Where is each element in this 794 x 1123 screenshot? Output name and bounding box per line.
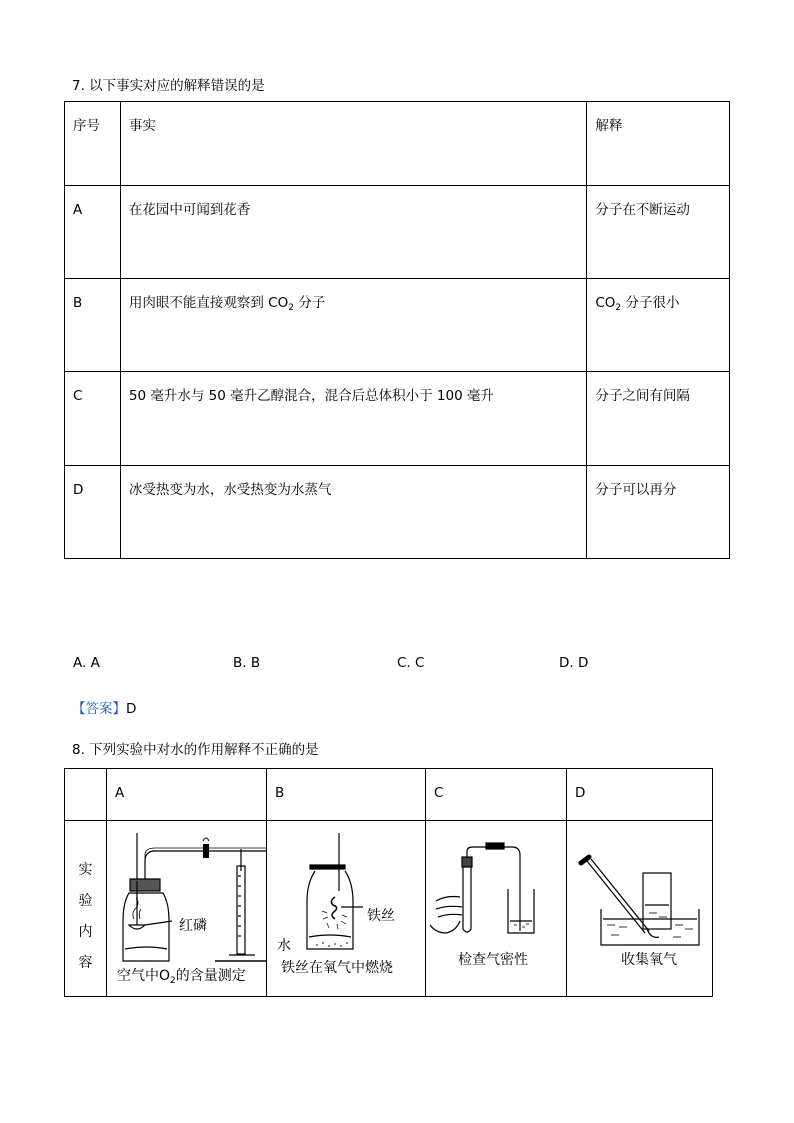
caption-b: 铁丝在氧气中燃烧: [281, 960, 393, 976]
q7-table: [64, 101, 730, 559]
q7-option-c[interactable]: C. C: [397, 655, 425, 671]
q7-row-no: D: [73, 482, 84, 498]
q8-question: 8. 下列实验中对水的作用解释不正确的是: [72, 742, 319, 758]
q7-row-no: C: [73, 388, 83, 404]
table-row: [65, 186, 730, 279]
q8-table: [64, 768, 713, 997]
q8-header-a: A: [115, 785, 125, 801]
q7-row-fact: 在花园中可闻到花香: [128, 202, 251, 218]
q7-option-a[interactable]: A. A: [73, 655, 100, 671]
table-row: [65, 466, 730, 559]
q7-question: 7. 以下事实对应的解释错误的是: [72, 78, 265, 94]
oxygen-collection-diagram: [567, 821, 712, 997]
q7-row-no: A: [73, 202, 83, 218]
q7-header-no: 序号: [73, 118, 100, 134]
answer-value: D: [126, 701, 137, 717]
q7-row-explain: $CO_2$ 分子很小: [595, 295, 680, 313]
caption-c: 检查气密性: [458, 952, 528, 968]
q7-header-fact: 事实: [128, 118, 156, 134]
q7-answer: [72, 697, 136, 717]
airtightness-check-diagram: [426, 821, 566, 997]
table-row: [65, 372, 730, 466]
q8-header-b: B: [275, 785, 285, 801]
q8-row-label: 实 验 内 容: [78, 862, 93, 971]
q7-row-explain: 分子在不断运动: [595, 202, 690, 218]
q7-row-no: B: [73, 295, 83, 311]
label-iron-wire: 铁丝: [367, 908, 395, 924]
table-row: [65, 279, 730, 372]
q7-option-d[interactable]: D. D: [559, 655, 589, 671]
caption-a: 空气中$O_2$的含量测定: [117, 968, 246, 986]
label-water: 水: [277, 938, 291, 954]
q7-header-explain: 解释: [595, 118, 623, 134]
q8-header-c: C: [434, 785, 444, 801]
q7-row-fact: 用肉眼不能直接观察到 $CO_2$ 分子: [128, 295, 326, 313]
label-red-phosphorus: 红磷: [179, 918, 207, 934]
q7-row-fact: 50 毫升水与 50 毫升乙醇混合，混合后总体积小于 100 毫升: [128, 388, 494, 404]
answer-label: 【答案】: [72, 701, 126, 717]
q8-header-d: D: [575, 785, 586, 801]
q7-row-fact: 冰受热变为水，水受热变为水蒸气: [128, 482, 332, 498]
q7-option-b[interactable]: B. B: [233, 655, 261, 671]
q7-row-explain: 分子之间有间隔: [595, 388, 690, 404]
caption-d: 收集氧气: [621, 952, 677, 968]
q7-row-explain: 分子可以再分: [595, 482, 677, 498]
